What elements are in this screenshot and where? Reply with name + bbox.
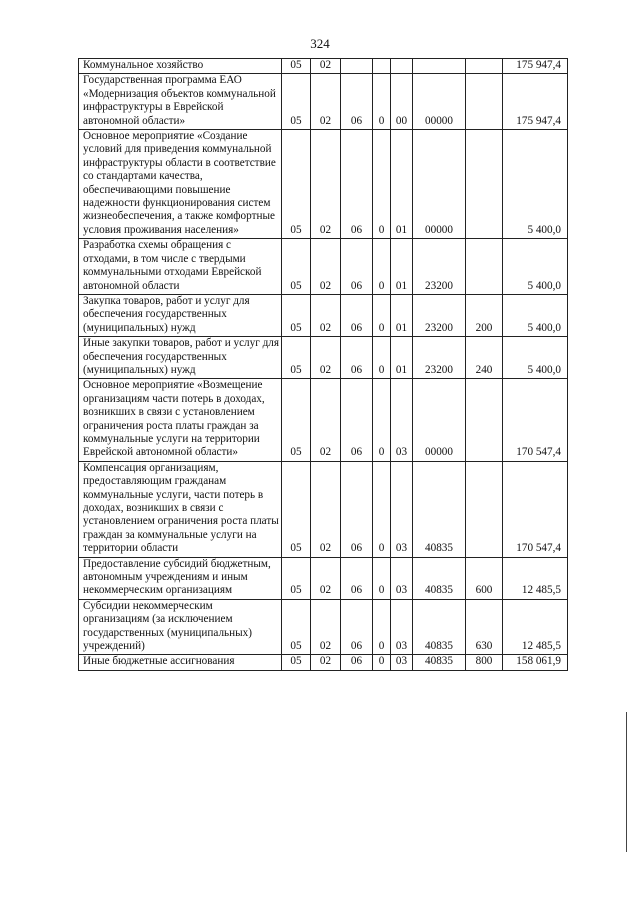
row-section-cell: 05 xyxy=(282,557,311,599)
row-expense-type-cell: 600 xyxy=(466,557,503,599)
row-subprogram-cell xyxy=(373,59,391,74)
row-expense-type-cell xyxy=(466,379,503,461)
row-subsection-cell: 02 xyxy=(311,74,341,130)
row-program-cell: 06 xyxy=(341,74,373,130)
row-expense-type-cell xyxy=(466,74,503,130)
row-direction-cell: 23200 xyxy=(413,337,466,379)
row-section-cell: 05 xyxy=(282,337,311,379)
row-subprogram-cell: 0 xyxy=(373,655,391,670)
row-section-cell: 05 xyxy=(282,294,311,336)
row-direction-cell: 00000 xyxy=(413,74,466,130)
row-subprogram-cell: 0 xyxy=(373,337,391,379)
row-section-cell: 05 xyxy=(282,130,311,239)
row-expense-type-cell xyxy=(466,130,503,239)
table-row xyxy=(79,655,568,670)
row-subprogram-cell: 0 xyxy=(373,239,391,295)
row-subprogram-cell: 0 xyxy=(373,294,391,336)
table-row xyxy=(79,379,568,461)
row-program-cell: 06 xyxy=(341,655,373,670)
row-subsection-cell: 02 xyxy=(311,461,341,557)
row-amount-cell: 12 485,5 xyxy=(503,557,568,599)
row-amount-cell: 175 947,4 xyxy=(503,74,568,130)
row-activity-cell: 01 xyxy=(391,130,413,239)
row-amount-cell: 170 547,4 xyxy=(503,461,568,557)
row-expense-type-cell xyxy=(466,239,503,295)
row-subsection-cell: 02 xyxy=(311,599,341,655)
row-amount-cell: 5 400,0 xyxy=(503,337,568,379)
row-program-cell: 06 xyxy=(341,599,373,655)
row-direction-cell: 40835 xyxy=(413,655,466,670)
row-subsection-cell: 02 xyxy=(311,379,341,461)
row-activity-cell xyxy=(391,59,413,74)
row-name-cell: Иные бюджетные ассигнования xyxy=(79,655,282,670)
row-direction-cell: 23200 xyxy=(413,239,466,295)
table-row xyxy=(79,461,568,557)
row-expense-type-cell: 200 xyxy=(466,294,503,336)
table-row xyxy=(79,337,568,379)
row-name-cell: Разработка схемы обращения с отходами, в том числе с твердыми коммунальными отходами Еврейской автономной области xyxy=(79,239,282,295)
row-section-cell: 05 xyxy=(282,461,311,557)
row-subsection-cell: 02 xyxy=(311,239,341,295)
row-subsection-cell: 02 xyxy=(311,337,341,379)
row-subsection-cell: 02 xyxy=(311,655,341,670)
row-activity-cell: 03 xyxy=(391,379,413,461)
row-name-cell: Субсидии некоммерческим организациям (за исключением государственных (муниципальных) учреждений) xyxy=(79,599,282,655)
row-program-cell: 06 xyxy=(341,239,373,295)
row-expense-type-cell: 630 xyxy=(466,599,503,655)
row-name-cell: Компенсация организациям, предоставляющим гражданам коммунальные услуги, части потерь в доходах, возникших в связи с установлением ограничения роста платы граждан за коммунальные услуги на территории области xyxy=(79,461,282,557)
row-section-cell: 05 xyxy=(282,74,311,130)
table-row xyxy=(79,130,568,239)
row-subsection-cell: 02 xyxy=(311,557,341,599)
page-number: 324 xyxy=(310,36,330,51)
row-activity-cell: 01 xyxy=(391,239,413,295)
row-amount-cell: 5 400,0 xyxy=(503,294,568,336)
row-program-cell: 06 xyxy=(341,461,373,557)
row-direction-cell: 40835 xyxy=(413,461,466,557)
row-name-cell: Коммунальное хозяйство xyxy=(79,59,282,74)
row-name-cell: Основное мероприятие «Возмещение организациям части потерь в доходах, возникших в связи с установлением ограничения роста платы граждан за коммунальные услуги на территории Еврейской автономной области» xyxy=(79,379,282,461)
row-subsection-cell: 02 xyxy=(311,294,341,336)
row-direction-cell xyxy=(413,59,466,74)
row-activity-cell: 01 xyxy=(391,337,413,379)
row-program-cell: 06 xyxy=(341,379,373,461)
row-program-cell xyxy=(341,59,373,74)
row-direction-cell: 00000 xyxy=(413,379,466,461)
row-program-cell: 06 xyxy=(341,294,373,336)
row-direction-cell: 00000 xyxy=(413,130,466,239)
row-amount-cell: 5 400,0 xyxy=(503,130,568,239)
row-activity-cell: 03 xyxy=(391,557,413,599)
row-section-cell: 05 xyxy=(282,379,311,461)
row-amount-cell: 175 947,4 xyxy=(503,59,568,74)
row-subsection-cell: 02 xyxy=(311,130,341,239)
row-activity-cell: 01 xyxy=(391,294,413,336)
row-amount-cell: 5 400,0 xyxy=(503,239,568,295)
margin-line xyxy=(626,712,627,852)
budget-table-body xyxy=(79,59,568,671)
row-name-cell: Основное мероприятие «Создание условий для приведения коммунальной инфраструктуры области в соответствие со стандартами качества, обеспечивающими повышение надежности функционирования систем жизнеобеспечения, а также комфортные условия проживания населения» xyxy=(79,130,282,239)
row-expense-type-cell xyxy=(466,59,503,74)
row-expense-type-cell: 800 xyxy=(466,655,503,670)
row-name-cell: Государственная программа ЕАО «Модернизация объектов коммунальной инфраструктуры в Еврейской автономной области» xyxy=(79,74,282,130)
row-program-cell: 06 xyxy=(341,130,373,239)
row-subprogram-cell: 0 xyxy=(373,557,391,599)
row-program-cell: 06 xyxy=(341,557,373,599)
row-section-cell: 05 xyxy=(282,239,311,295)
row-name-cell: Предоставление субсидий бюджетным, автономным учреждениям и иным некоммерческим организациям xyxy=(79,557,282,599)
row-direction-cell: 40835 xyxy=(413,557,466,599)
row-amount-cell: 158 061,9 xyxy=(503,655,568,670)
row-expense-type-cell: 240 xyxy=(466,337,503,379)
row-name-cell: Иные закупки товаров, работ и услуг для обеспечения государственных (муниципальных) нужд xyxy=(79,337,282,379)
table-row xyxy=(79,239,568,295)
row-section-cell: 05 xyxy=(282,655,311,670)
row-subprogram-cell: 0 xyxy=(373,379,391,461)
row-section-cell: 05 xyxy=(282,599,311,655)
row-activity-cell: 03 xyxy=(391,655,413,670)
table-row xyxy=(79,557,568,599)
row-subprogram-cell: 0 xyxy=(373,74,391,130)
row-activity-cell: 03 xyxy=(391,599,413,655)
row-amount-cell: 170 547,4 xyxy=(503,379,568,461)
row-program-cell: 06 xyxy=(341,337,373,379)
budget-table xyxy=(78,58,568,671)
row-section-cell: 05 xyxy=(282,59,311,74)
table-row xyxy=(79,294,568,336)
row-expense-type-cell xyxy=(466,461,503,557)
table-row xyxy=(79,599,568,655)
row-subprogram-cell: 0 xyxy=(373,130,391,239)
row-activity-cell: 03 xyxy=(391,461,413,557)
row-subprogram-cell: 0 xyxy=(373,461,391,557)
row-direction-cell: 40835 xyxy=(413,599,466,655)
row-direction-cell: 23200 xyxy=(413,294,466,336)
table-row xyxy=(79,59,568,74)
row-subprogram-cell: 0 xyxy=(373,599,391,655)
row-activity-cell: 00 xyxy=(391,74,413,130)
row-amount-cell: 12 485,5 xyxy=(503,599,568,655)
row-name-cell: Закупка товаров, работ и услуг для обеспечения государственных (муниципальных) нужд xyxy=(79,294,282,336)
row-subsection-cell: 02 xyxy=(311,59,341,74)
table-row xyxy=(79,74,568,130)
